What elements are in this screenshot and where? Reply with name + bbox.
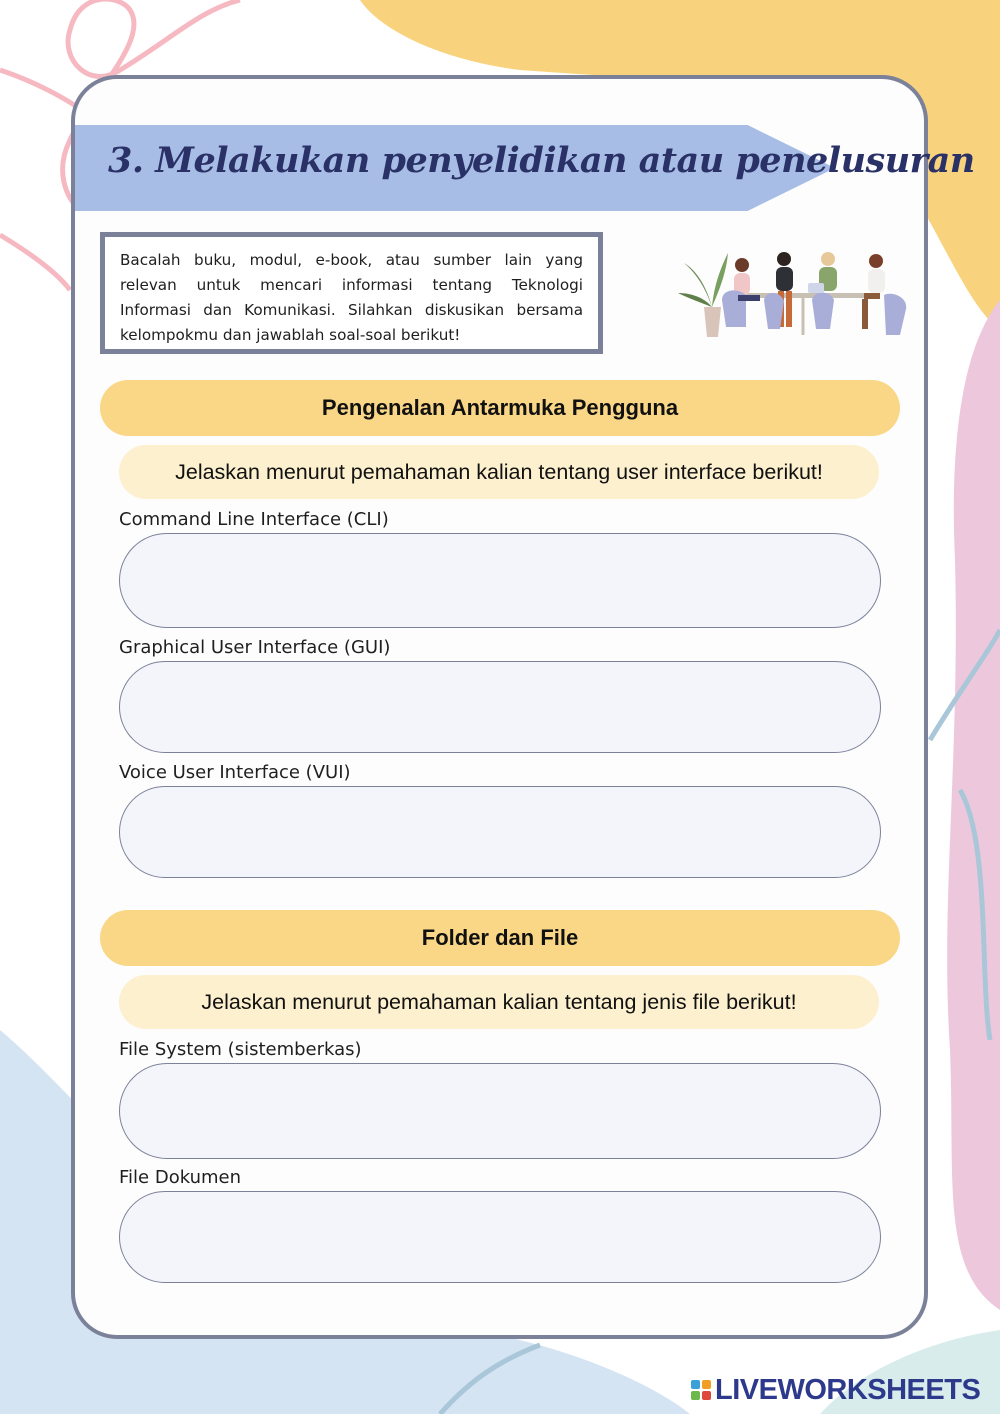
person-1: [722, 258, 760, 327]
instruction-user-interface: Jelaskan menurut pemahaman kalian tentang user interface berikut!: [119, 445, 879, 499]
person-4: [862, 254, 906, 335]
answer-cli-input[interactable]: [119, 533, 881, 628]
section-header-folder-file: Folder dan File: [100, 910, 900, 966]
answer-file-dokumen-input[interactable]: [119, 1191, 881, 1283]
plant-icon: [678, 253, 728, 337]
answer-gui-input[interactable]: [119, 661, 881, 753]
liveworksheets-logo[interactable]: [691, 1374, 980, 1406]
label-file-system: File System (sistemberkas): [119, 1039, 362, 1060]
label-vui: Voice User Interface (VUI): [119, 762, 351, 783]
person-3: [808, 252, 837, 329]
answer-file-system-input[interactable]: [119, 1063, 881, 1159]
label-file-dokumen: File Dokumen: [119, 1167, 242, 1188]
page-title: 3. Melakukan penyelidikan atau penelusuran: [108, 140, 975, 181]
label-gui: Graphical User Interface (GUI): [119, 637, 391, 658]
intro-instructions: Bacalah buku, modul, e-book, atau sumber lain yang relevan untuk mencari informasi tentang Teknologi Informasi dan Komunikasi. Silahkan diskusikan bersama kelompokmu dan jawablah soal-soal berikut!: [100, 232, 603, 354]
discussion-illustration: [676, 245, 910, 345]
pink-blob: [947, 300, 1000, 1310]
person-2: [764, 252, 793, 329]
instruction-file-types: Jelaskan menurut pemahaman kalian tentang jenis file berikut!: [119, 975, 879, 1029]
section-header-user-interface: Pengenalan Antarmuka Pengguna: [100, 380, 900, 436]
logo-squares-icon: [691, 1380, 711, 1400]
answer-vui-input[interactable]: [119, 786, 881, 878]
brand-name: LIVEWORKSHEETS: [715, 1373, 981, 1406]
label-cli: Command Line Interface (CLI): [119, 509, 389, 530]
pink-squiggle-2: [0, 235, 70, 290]
